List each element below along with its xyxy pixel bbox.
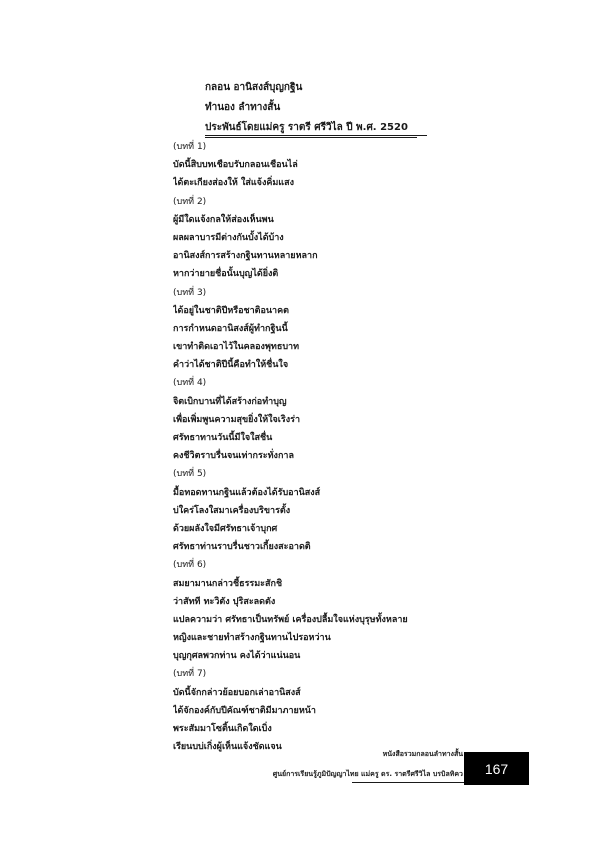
- poem-author-line: ประพันธ์โดยแม่ครู ราตรี ศรีวิไล ปี พ.ศ. 2520: [205, 120, 417, 138]
- verse-line: สมยามานกล่าวชี้ธรรมะสักชิ: [173, 578, 283, 589]
- footer-rule: [352, 782, 464, 783]
- stanza-heading: (บทที่ 1): [173, 142, 207, 152]
- stanza-heading: (บทที่ 5): [173, 469, 207, 480]
- stanza-heading: (บทที่ 2): [173, 196, 207, 207]
- verse-line: หญิงและชายทำสร้างกฐินทานไปรอหว่าน: [173, 633, 331, 644]
- stanza-heading: (บทที่ 7): [173, 669, 207, 680]
- verse-line: แปลความว่า ศรัทธาเป็นทรัพย์ เครื่องปลื้มใจแห่งบุรุษทั้งหลาย: [173, 614, 408, 625]
- verse-line: มื้อทอดทานกฐินแล้วต้องได้รับอานิสงส์: [173, 487, 321, 498]
- verse-line: บัดนี้จักกล่าวย้อยบอกเล่าอานิสงส์: [173, 687, 301, 698]
- stanza-heading: (บทที่ 3): [173, 287, 207, 298]
- verse-line: ศรัทธาท่านราบรื่นชาวเกี้ยงสะอาดติ: [173, 542, 311, 553]
- footer-center-name: ศูนย์การเรียนรู้ภูมิปัญญาไทย แม่ครู ดร. ราตรีศรีวิไล บรบิลทิคว: [272, 770, 463, 778]
- verse-line: บุญกุศลพวกท่าน คงได้ว่าแน่นอน: [173, 651, 301, 662]
- verse-line: ด้วยผลังใจมีศรัทธาเจ้าบุกศ: [173, 523, 278, 534]
- verse-line: ผู้มีใดแจ้งกลให้ส่องเห็นพน: [173, 214, 274, 225]
- header-rule: [205, 135, 427, 136]
- verse-line: ว่าสัทที ทะวิตัง ปุริสะลดตัง: [173, 596, 276, 607]
- stanza-heading: (บทที่ 4): [173, 378, 207, 389]
- page-number: 167: [484, 760, 509, 777]
- verse-line: บ่ใคร่โลงใสมาเครื่องบริขารตั้ง: [173, 505, 291, 516]
- poem-body: [173, 138, 473, 756]
- verse-line: ผลผลาบารมีต่างกันบั้งได้บ้าง: [173, 232, 284, 243]
- stanza-heading: (บทที่ 6): [173, 560, 207, 571]
- verse-line: ได้อยู่ในชาติปีหรือชาติอนาคต: [173, 305, 289, 316]
- footer-book-title: หนังสือรวมกลอนลำทางสั้น: [382, 750, 463, 758]
- verse-line: หากว่ายายชื่อนั้นบุญได้ยิ่งติ: [173, 269, 279, 280]
- verse-line: เขาทำติดเอาไว้ในคลองพุทธบาท: [173, 342, 300, 353]
- verse-line: เพื่อเพิ่มพูนความสุขยิ่งให้ใจเริงร่า: [173, 414, 301, 425]
- page-number-box: [464, 752, 529, 785]
- verse-line: การกำหนดอานิสงส์ผู้ทำกฐินนี้: [173, 323, 288, 334]
- verse-line: เรียนบบ่เกิ่งผู้เห็นแจ้งชัดแจน: [173, 742, 282, 753]
- verse-line: ได้จักองค์กับปีคัณฑ์ชาติมีมาภายหน้า: [173, 705, 316, 716]
- verse-line: พระสัมมาโซติ้นเกิดใดเบิ่ง: [173, 724, 272, 734]
- verse-line: บัดนี้สิบบทเชือบรับกลอนเชือนไล่: [173, 160, 298, 171]
- verse-line: คงชีวิตราบรื่นจนเท่ากระทั่งกาล: [173, 451, 294, 462]
- verse-line: คำว่าได้ชาติปีนี้คือทำให้ชื่นใจ: [173, 360, 289, 371]
- verse-line: อานิสงส์การสร้างกฐินทานหลายหลาก: [173, 251, 318, 262]
- poem-melody: ทำนอง ลำทางสั้น: [205, 102, 281, 113]
- verse-line: จิตเบิกบานที่ได้สร้างก่อทำบุญ: [173, 396, 287, 407]
- verse-line: ศรัทธาทานวันนี้มีใจใสชื่น: [173, 433, 273, 443]
- poem-title: กลอน อานิสงส์บุญกฐิน: [205, 82, 303, 93]
- verse-line: ได้ตะเกียงส่องให้ ใส่แจ้งคิ่มแสง: [173, 178, 294, 189]
